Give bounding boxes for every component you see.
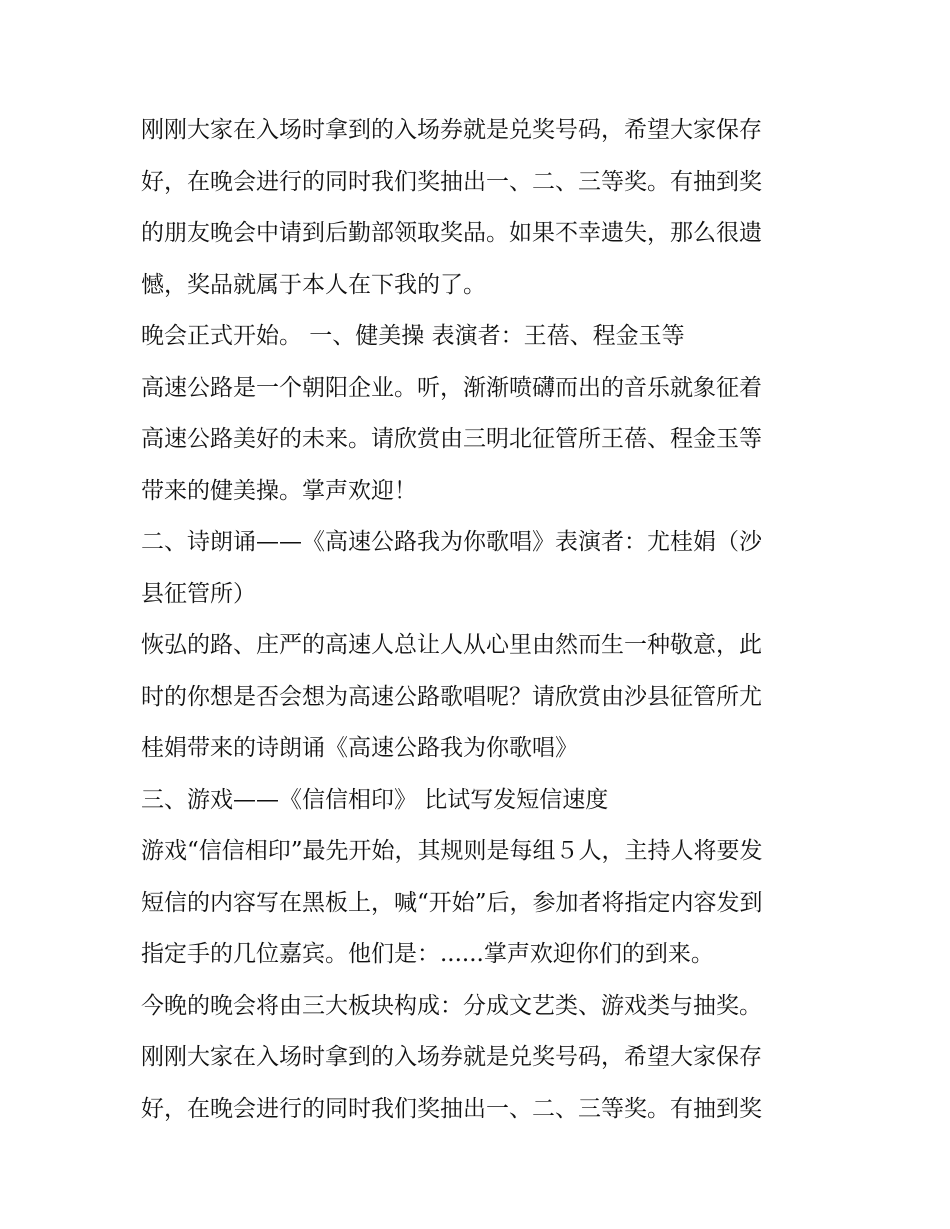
text-line: 二、诗朗诵——《高速公路我为你歌唱》表演者：尤桂娟（沙 [141, 529, 762, 555]
text-line: 县征管所） [141, 580, 256, 607]
text-line: 好，在晚会进行的同时我们奖抽出一、二、三等奖。有抽到奖 [141, 168, 762, 195]
text-line: 今晚的晚会将由三大板块构成：分成文艺类、游戏类与抽奖。 [141, 992, 762, 1019]
text-line: 三、游戏——《信信相印》 比试写发短信速度 [141, 786, 609, 813]
text-line: 刚刚大家在入场时拿到的入场券就是兑奖号码，希望大家保存 [141, 117, 762, 143]
text-line: 晚会正式开始。 一、健美操 表演者：王蓓、程金玉等 [141, 323, 685, 349]
text-line: 的朋友晚会中请到后勤部领取奖品。如果不幸遗失，那么很遗 [141, 220, 762, 246]
text-line: 恢弘的路、庄严的高速人总让人从心里由然而生一种敬意，此 [141, 632, 762, 658]
text-line: 时的你想是否会想为高速公路歌唱呢？请欣赏由沙县征管所尤 [141, 683, 762, 710]
text-line: 高速公路是一个朝阳企业。听，渐渐喷礴而出的音乐就象征着 [141, 374, 762, 401]
text-line: 桂娟带来的诗朗诵《高速公路我为你歌唱》 [141, 735, 578, 761]
text-line: 短信的内容写在黑板上，喊“开始”后，参加者将指定内容发到 [141, 889, 763, 916]
document-body [141, 105, 811, 1135]
text-line: 憾，奖品就属于本人在下我的了。 [141, 271, 486, 298]
text-line: 游戏“信信相印”最先开始，其规则是每组５人，主持人将要发 [141, 838, 763, 864]
text-line: 好，在晚会进行的同时我们奖抽出一、二、三等奖。有抽到奖 [141, 1095, 762, 1122]
text-line: 高速公路美好的未来。请欣赏由三明北征管所王蓓、程金玉等 [141, 426, 762, 452]
text-line: 带来的健美操。掌声欢迎！ [141, 477, 417, 504]
text-line: 刚刚大家在入场时拿到的入场券就是兑奖号码，希望大家保存 [141, 1044, 762, 1070]
text-line: 指定手的几位嘉宾。他们是：......掌声欢迎你们的到来。 [141, 941, 714, 967]
